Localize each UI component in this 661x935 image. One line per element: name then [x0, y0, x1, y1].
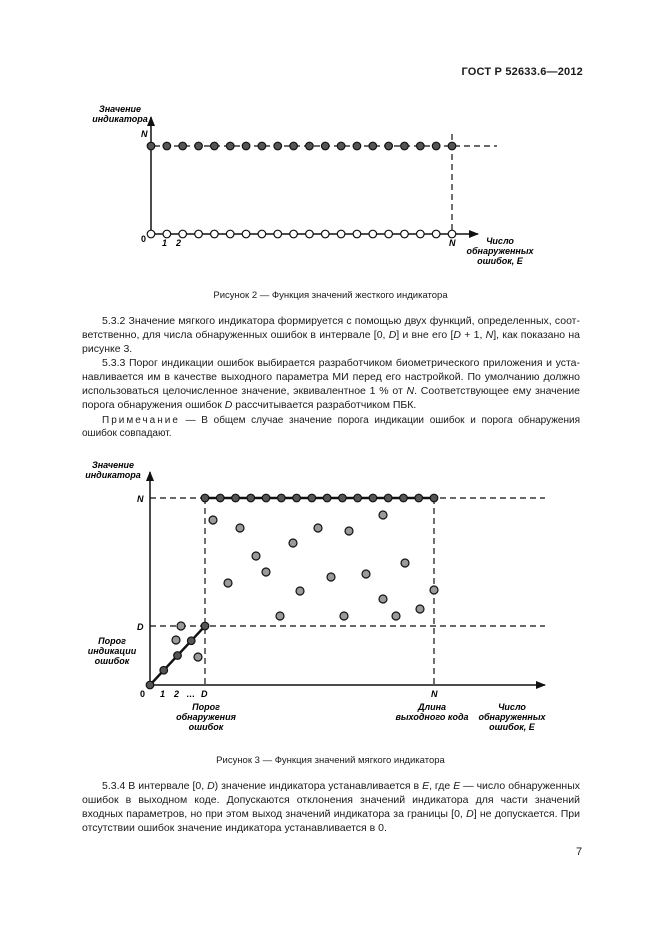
fig3-y-tick-D: D: [137, 622, 144, 632]
fig3-code-label-2: выходного кода: [395, 712, 469, 722]
fig3-x-tick-1: 1: [160, 689, 166, 699]
fig3-diagonal-dot: [146, 681, 154, 689]
fig2-bottom-dot: [306, 230, 314, 238]
fig2-x-label-2: обнаруженных: [466, 246, 534, 256]
fig2-bottom-dot: [337, 230, 345, 238]
fig3-top-dot: [262, 494, 270, 502]
fig3-top-dot: [400, 494, 408, 502]
fig3-scatter-dot: [194, 653, 202, 661]
fig3-scatter-dot: [416, 605, 424, 613]
fig3-top-dot: [430, 494, 438, 502]
fig3-threshold-label-1: Порог: [98, 636, 126, 646]
fig2-top-dot: [258, 142, 266, 150]
fig2-top-dot: [163, 142, 171, 150]
paragraph-5-3-2: 5.3.2 Значение мягкого индикатора формируется с помощью двух функций, определенных, соот-ветственно, для числа обнаруженных ошибок в интервале [0, D] и вне его [D + 1, N], как показано на рисунке 3.: [82, 315, 580, 355]
fig2-bottom-dot: [321, 230, 329, 238]
note-paragraph: [82, 414, 580, 440]
page-number: 7: [576, 846, 583, 858]
fig2-bottom-dot: [417, 230, 425, 238]
fig3-scatter-dots: [172, 511, 438, 661]
fig3-top-dot: [201, 494, 209, 502]
fig3-scatter-dot: [327, 573, 335, 581]
fig2-bottom-dot: [385, 230, 393, 238]
fig3-threshold-label-2: индикации: [87, 646, 137, 656]
fig3-scatter-dot: [362, 570, 370, 578]
fig3-scatter-dot: [340, 612, 348, 620]
fig2-bottom-dot: [274, 230, 282, 238]
fig3-scatter-dot: [209, 516, 217, 524]
fig3-threshold-label-3: ошибок: [94, 656, 130, 666]
fig2-bottom-dot: [226, 230, 234, 238]
fig2-top-dot: [226, 142, 234, 150]
fig3-origin: 0: [140, 689, 146, 699]
fig3-scatter-dot: [296, 587, 304, 595]
fig2-x-label-3: ошибок, E: [477, 256, 523, 266]
fig3-x-tick-dash: …: [186, 689, 195, 699]
fig3-scatter-dot: [379, 595, 387, 603]
note-text: — В общем случае значение порога индикации ошибок и порога обнаружения ошибок совпадают.: [82, 415, 580, 439]
fig2-bottom-dot: [448, 230, 456, 238]
fig3-scatter-dot: [172, 636, 180, 644]
fig2-bottom-dot: [401, 230, 409, 238]
fig2-top-dot: [179, 142, 187, 150]
fig3-top-dot: [369, 494, 377, 502]
fig2-y-label-2: индикатора: [92, 114, 148, 124]
fig2-bottom-dot: [163, 230, 171, 238]
fig2-top-dot: [369, 142, 377, 150]
fig3-top-dot: [232, 494, 240, 502]
fig2-top-dot: [242, 142, 250, 150]
fig2-top-dot: [385, 142, 393, 150]
fig3-top-dot: [293, 494, 301, 502]
fig2-top-dot: [353, 142, 361, 150]
figure-2-caption: Рисунок 2 — Функция значений жесткого индикатора: [213, 290, 448, 301]
fig2-top-dot: [401, 142, 409, 150]
paragraph-5-3-2-and-5-3-3: [82, 314, 580, 412]
fig3-scatter-dot: [289, 539, 297, 547]
fig3-x-label-2: обнаруженных: [478, 712, 546, 722]
fig3-scatter-dot: [345, 527, 353, 535]
fig3-top-dot: [308, 494, 316, 502]
fig2-bottom-dot: [179, 230, 187, 238]
fig2-bottom-dot: [195, 230, 203, 238]
fig3-scatter-dot: [276, 612, 284, 620]
standard-header: ГОСТ Р 52633.6—2012: [461, 66, 583, 78]
fig3-scatter-dot: [224, 579, 232, 587]
fig3-scatter-dot: [236, 524, 244, 532]
fig2-top-dot: [274, 142, 282, 150]
fig2-bottom-dot: [242, 230, 250, 238]
fig2-top-dot: [448, 142, 456, 150]
fig2-top-dot: [337, 142, 345, 150]
fig3-x-label-3: ошибок, E: [489, 722, 535, 732]
figure-3-soft-indicator: [0, 455, 661, 747]
fig3-scatter-dot: [379, 511, 387, 519]
fig3-top-dot: [278, 494, 286, 502]
fig2-top-dot: [211, 142, 219, 150]
fig3-x-tick-2: 2: [174, 689, 180, 699]
fig3-diagonal-dot: [201, 622, 209, 630]
paragraph-5-3-4: 5.3.4 В интервале [0, D) значение индикатора устанавливается в E, где E — число обнаруженных ошибок в выходном коде. Допускаются отклонения значений индикатора для части значений входных параметров, но при этом выход значений индикатора за границы [0, D] не допускается. При отсутствии ошибок значение индикатора устанавливается в 0.: [82, 780, 581, 834]
fig3-scatter-dot: [177, 622, 185, 630]
fig2-top-dot: [195, 142, 203, 150]
fig2-x-tick-N: N: [449, 238, 456, 248]
fig3-scatter-dot: [252, 552, 260, 560]
fig3-top-dot: [415, 494, 423, 502]
fig3-y-label-2: индикатора: [85, 470, 141, 480]
fig2-origin: 0: [141, 234, 147, 244]
fig2-top-dot: [306, 142, 314, 150]
fig2-top-dot: [147, 142, 155, 150]
fig3-diagonal-dot: [160, 666, 168, 674]
fig3-top-dot: [339, 494, 347, 502]
fig3-detect-label-1: Порог: [192, 702, 220, 712]
fig2-x-label-1: Число: [486, 236, 514, 246]
fig2-bottom-dot: [290, 230, 298, 238]
fig3-code-label-1: Длина: [417, 702, 447, 712]
fig3-diagonal-dot: [174, 652, 182, 660]
fig2-top-dot: [321, 142, 329, 150]
fig2-bottom-dot: [369, 230, 377, 238]
fig3-diagonal-dot: [187, 637, 195, 645]
fig3-y-label-1: Значение: [91, 460, 135, 470]
fig3-scatter-dot: [392, 612, 400, 620]
fig3-x-tick-N: N: [431, 689, 438, 699]
fig3-top-dot: [247, 494, 255, 502]
fig2-top-dot: [432, 142, 440, 150]
fig3-x-tick-D: D: [201, 689, 208, 699]
fig2-bottom-dot: [147, 230, 155, 238]
figure-3-caption: Рисунок 3 — Функция значений мягкого индикатора: [216, 755, 445, 766]
fig3-scatter-dot: [401, 559, 409, 567]
paragraph-5-3-3: 5.3.3 Порог индикации ошибок выбирается разработчиком биометрического приложения и уста-навливается им в качестве выходного параметра МИ перед его настройкой. По умолчанию должно использоваться целочисленное значение, эквивалентное 1 % от N. Соответствующее ему значение порога обнаружения ошибок D рассчитывается разработчиком ПБК.: [82, 357, 580, 411]
fig3-x-label-1: Число: [498, 702, 526, 712]
fig2-x-tick-2: 2: [176, 238, 182, 248]
note-label: Примечание: [102, 415, 180, 426]
fig3-top-dot: [384, 494, 392, 502]
fig2-top-dot: [290, 142, 298, 150]
fig2-y-label-1: Значение: [98, 104, 142, 114]
fig3-y-tick-N: N: [137, 494, 144, 504]
fig3-top-dot: [354, 494, 362, 502]
figure-2-hard-indicator: [0, 90, 661, 280]
fig2-bottom-dot: [258, 230, 266, 238]
fig3-top-dot: [216, 494, 224, 502]
fig2-y-tick-N: N: [141, 129, 148, 139]
fig2-bottom-dot: [353, 230, 361, 238]
fig3-scatter-dot: [314, 524, 322, 532]
fig2-x-tick-1: 1: [162, 238, 168, 248]
fig3-scatter-dot: [430, 586, 438, 594]
fig2-top-dot: [417, 142, 425, 150]
fig3-detect-label-2: обнаружения: [176, 712, 236, 722]
fig3-detect-label-3: ошибок: [188, 722, 224, 732]
fig2-bottom-dot: [211, 230, 219, 238]
fig3-top-dot: [323, 494, 331, 502]
fig3-scatter-dot: [262, 568, 270, 576]
fig2-bottom-dot: [432, 230, 440, 238]
